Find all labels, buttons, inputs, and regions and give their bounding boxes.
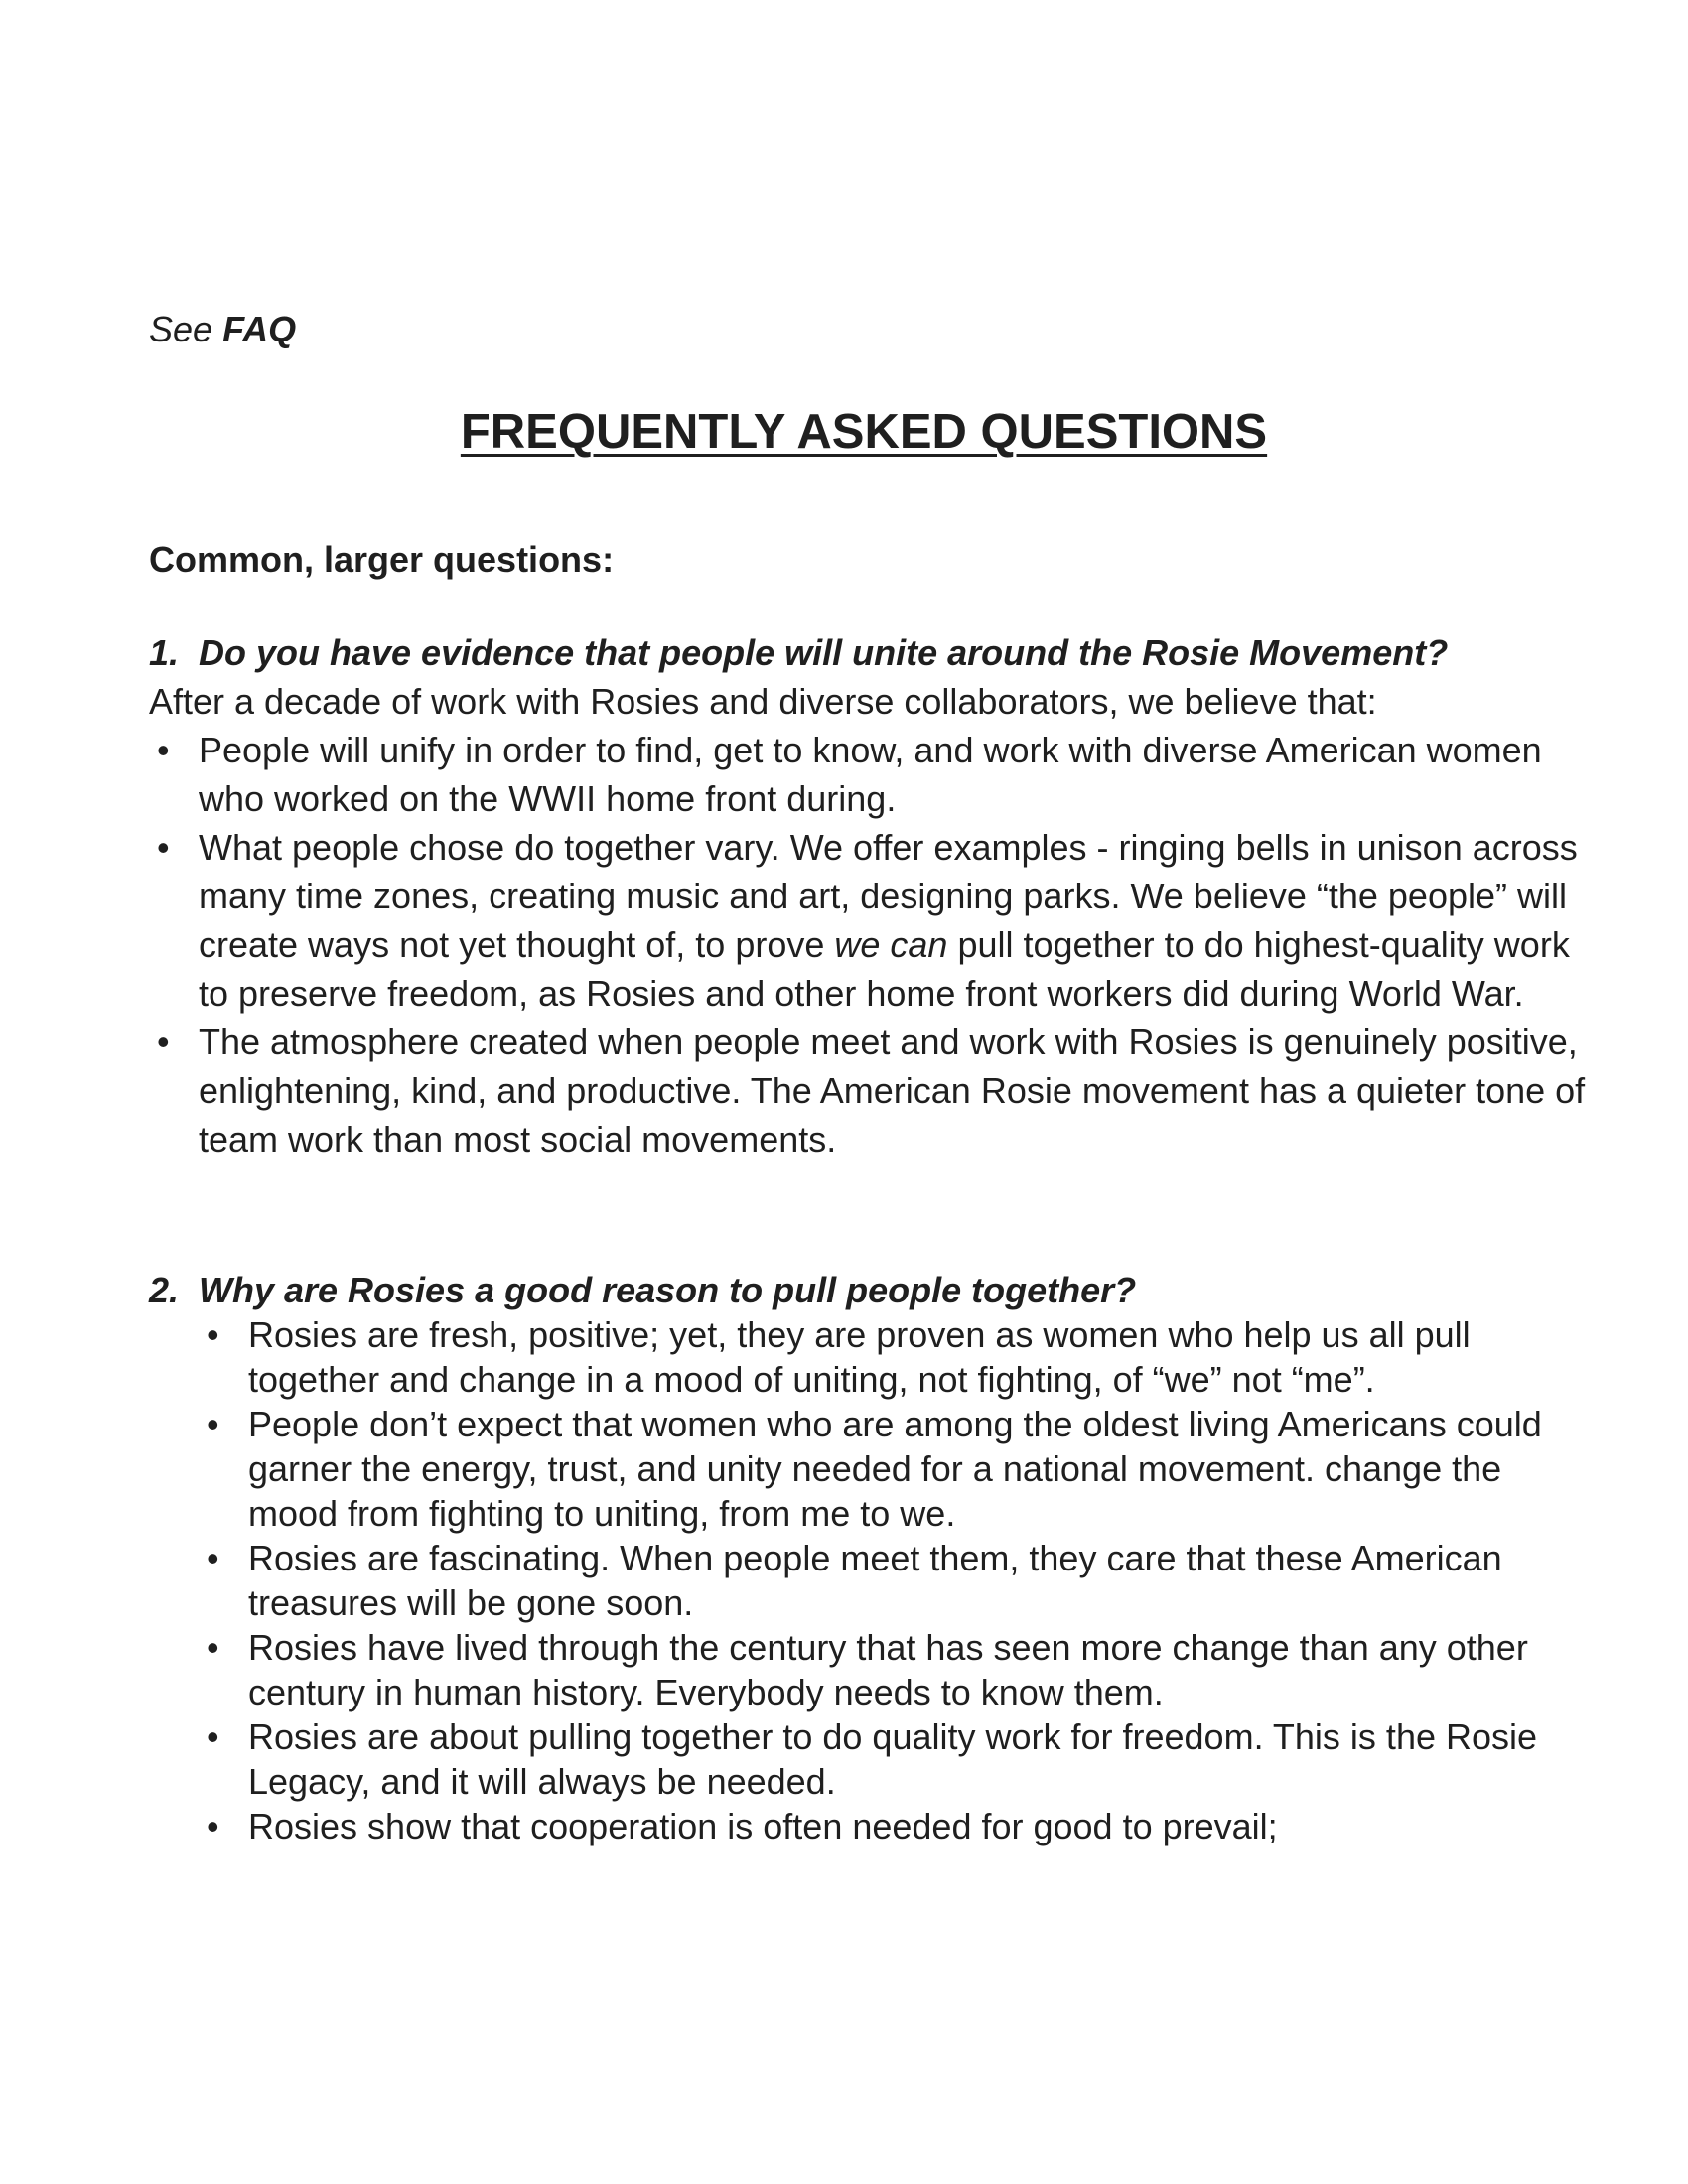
page-title: FREQUENTLY ASKED QUESTIONS [460,405,1268,459]
bullet-text: Rosies have lived through the century that has seen more change than any other century in human history. Everybody needs to know them. [248,1627,1528,1712]
list-item [149,823,1589,1018]
bullet-icon: • [207,1538,219,1578]
question-1-bullet-list [149,726,1589,1163]
section-subheading: Common, larger questions: [149,539,615,580]
bullet-text: Rosies are fresh, positive; yet, they are proven as women who help us all pull together and change in a mood of uniting, not fighting, of “we” not “me”. [248,1314,1471,1400]
bullet-text: People don’t expect that women who are among the oldest living Americans could garner the energy, trust, and unity needed for a national movement. change the mood from fighting to uniting, from me to we. [248,1404,1542,1534]
question-2-number: 2. [149,1270,180,1310]
bullet-text-before: What people chose do together vary. We offer examples - ringing bells in unison across many time zones, creating music and art, designing parks. We believe “the people” will create ways not yet thought of, to prove [199,827,1578,965]
list-item [149,1804,1589,1848]
bullet-icon: • [207,1806,219,1846]
bullet-text-after: pull together to do highest-quality work to preserve freedom, as Rosies and other home front workers did during World War. [199,924,1570,1014]
bullet-icon: • [207,1314,219,1355]
bullet-text: Rosies show that cooperation is often needed for good to prevail; [248,1806,1278,1846]
question-2-bullet-list [149,1312,1589,1848]
bullet-icon: • [157,827,170,868]
bullet-text: People will unify in order to find, get to know, and work with diverse American women who worked on the WWII home front during. [199,730,1542,819]
list-item [149,1625,1589,1714]
bullet-icon: • [207,1627,219,1668]
list-item [149,1018,1589,1163]
bullet-text: The atmosphere created when people meet and work with Rosies is genuinely positive, enlightening, kind, and productive. The American Rosie movement has a quieter tone of team work than most social movements. [199,1022,1586,1160]
question-1-title [149,628,1589,677]
list-item [149,726,1589,823]
list-item [149,1312,1589,1402]
bullet-icon: • [157,1022,170,1062]
bullet-icon: • [157,730,170,770]
see-faq-reference [149,308,296,351]
see-prefix: See [149,309,213,349]
list-item [149,1402,1589,1536]
bullet-text-emphasis: we can [834,924,948,965]
faq-question-2 [149,1268,1589,1848]
faq-link[interactable]: FAQ [222,309,297,349]
bullet-text: Rosies are fascinating. When people meet them, they care that these American treasures will be gone soon. [248,1538,1502,1623]
bullet-text: Rosies are about pulling together to do quality work for freedom. This is the Rosie Legacy, and it will always be needed. [248,1716,1538,1802]
question-1-intro: After a decade of work with Rosies and diverse collaborators, we believe that: [149,681,1377,722]
question-1-text: Do you have evidence that people will unite around the Rosie Movement? [199,632,1449,673]
bullet-icon: • [207,1716,219,1757]
question-1-number: 1. [149,632,180,673]
question-2-title [149,1268,1589,1312]
bullet-icon: • [207,1404,219,1444]
list-item [149,1536,1589,1625]
faq-question-1 [149,628,1589,1163]
list-item [149,1714,1589,1804]
question-2-text: Why are Rosies a good reason to pull people together? [199,1270,1137,1310]
